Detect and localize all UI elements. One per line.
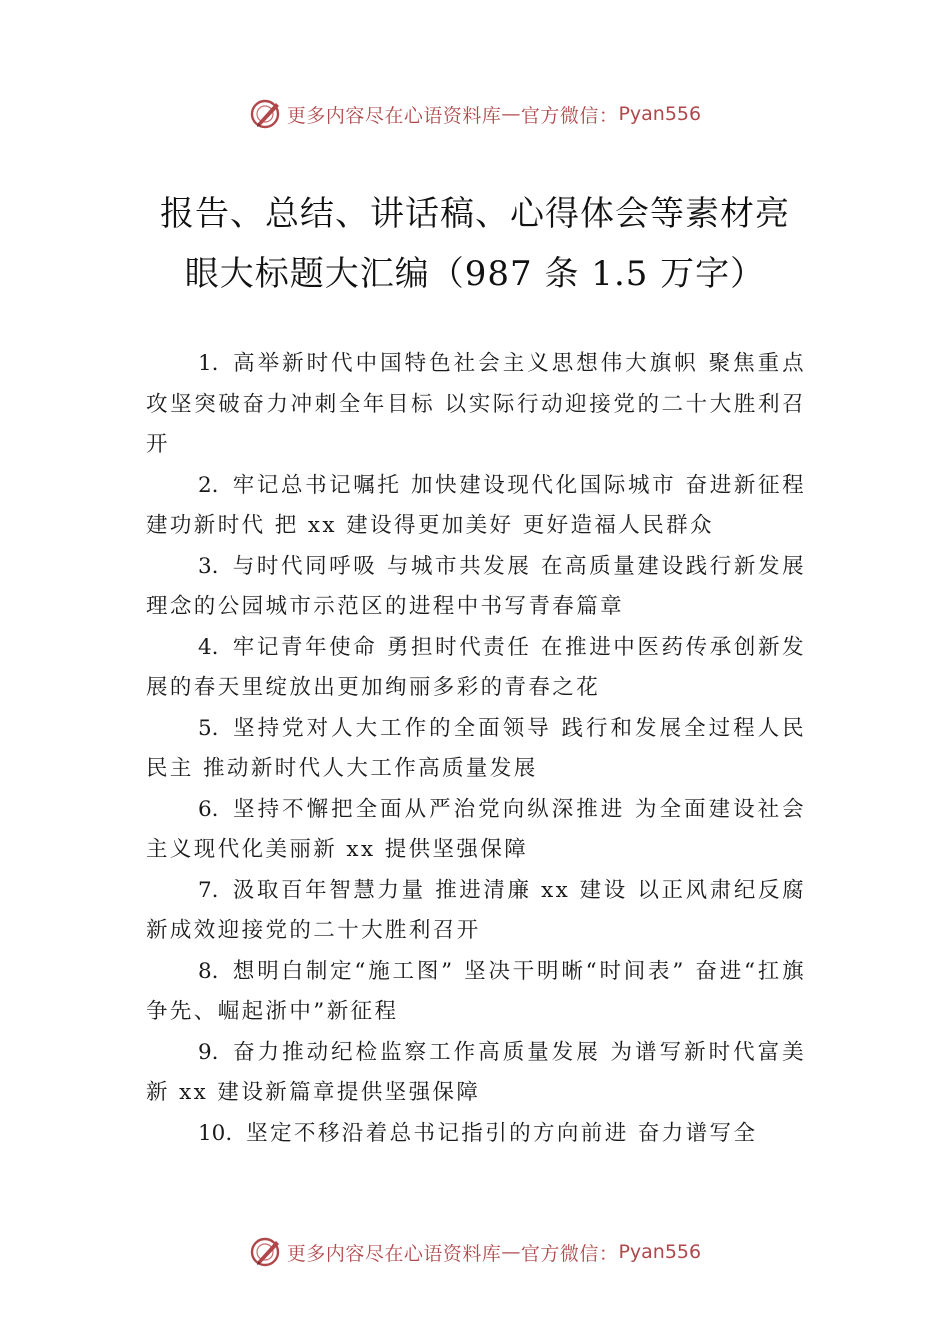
document-title [120, 184, 830, 304]
header-banner [0, 94, 950, 134]
pen-logo-icon [249, 1235, 283, 1269]
item-text: 牢记总书记嘱托 加快建设现代化国际城市 奋进新征程建功新时代 把 xx 建设得更加美好 更好造福人民群众 [146, 472, 806, 538]
list-item [146, 871, 806, 952]
pen-logo-icon [249, 97, 283, 131]
list-item [146, 466, 806, 547]
item-number: 9. [198, 1039, 219, 1065]
item-number: 1. [198, 351, 219, 376]
item-number: 5. [198, 715, 219, 741]
banner-dash: — [501, 1241, 521, 1263]
footer-banner [0, 1232, 950, 1272]
item-number: 8. [198, 958, 219, 984]
list-item [146, 1033, 806, 1114]
item-text: 想明白制定“施工图” 坚决干明晰“时间表” 奋进“扛旗争先、崛起浙中”新征程 [146, 958, 806, 1024]
title-line-1: 报告、总结、讲话稿、心得体会等素材亮 [160, 194, 790, 234]
item-text: 坚持党对人大工作的全面领导 践行和发展全过程人民民主 推动新时代人大工作高质量发展 [146, 715, 806, 781]
item-number: 4. [198, 634, 219, 660]
banner-dash: — [501, 103, 521, 125]
list-item [146, 344, 806, 466]
banner-text: 更多内容尽在心语资料库 [286, 104, 502, 127]
banner-wechat-id: Pyan556 [618, 103, 702, 125]
item-text: 高举新时代中国特色社会主义思想伟大旗帜 聚焦重点攻坚突破奋力冲刺全年目标 以实际行动迎接党的二十大胜利召开 [146, 351, 806, 457]
item-number: 2. [198, 472, 219, 498]
item-number: 10. [198, 1120, 233, 1146]
item-number: 7. [198, 877, 219, 903]
list-item [146, 547, 806, 628]
list-item [146, 1114, 806, 1155]
item-text: 汲取百年智慧力量 推进清廉 xx 建设 以正风肃纪反腐新成效迎接党的二十大胜利召开 [146, 877, 806, 943]
banner-wechat-label: 官方微信： [520, 1242, 619, 1265]
title-line-2: 眼大标题大汇编（987 条 1.5 万字） [184, 254, 766, 294]
list-item [146, 709, 806, 790]
item-text: 坚持不懈把全面从严治党向纵深推进 为全面建设社会主义现代化美丽新 xx 提供坚强保障 [146, 796, 806, 862]
list-item [146, 628, 806, 709]
list-item [146, 952, 806, 1033]
list-item [146, 790, 806, 871]
banner-text: 更多内容尽在心语资料库 [286, 1242, 502, 1265]
item-text: 奋力推动纪检监察工作高质量发展 为谱写新时代富美新 xx 建设新篇章提供坚强保障 [146, 1039, 806, 1105]
banner-wechat-label: 官方微信： [520, 104, 619, 127]
item-text: 牢记青年使命 勇担时代责任 在推进中医药传承创新发展的春天里绽放出更加绚丽多彩的青春之花 [146, 634, 806, 700]
item-number: 6. [198, 796, 219, 822]
item-number: 3. [198, 553, 219, 579]
item-text: 坚定不移沿着总书记指引的方向前进 奋力谱写全 [246, 1120, 758, 1146]
item-text: 与时代同呼吸 与城市共发展 在高质量建设践行新发展理念的公园城市示范区的进程中书写青春篇章 [146, 553, 806, 619]
headline-list [146, 344, 806, 1154]
banner-wechat-id: Pyan556 [618, 1241, 702, 1263]
